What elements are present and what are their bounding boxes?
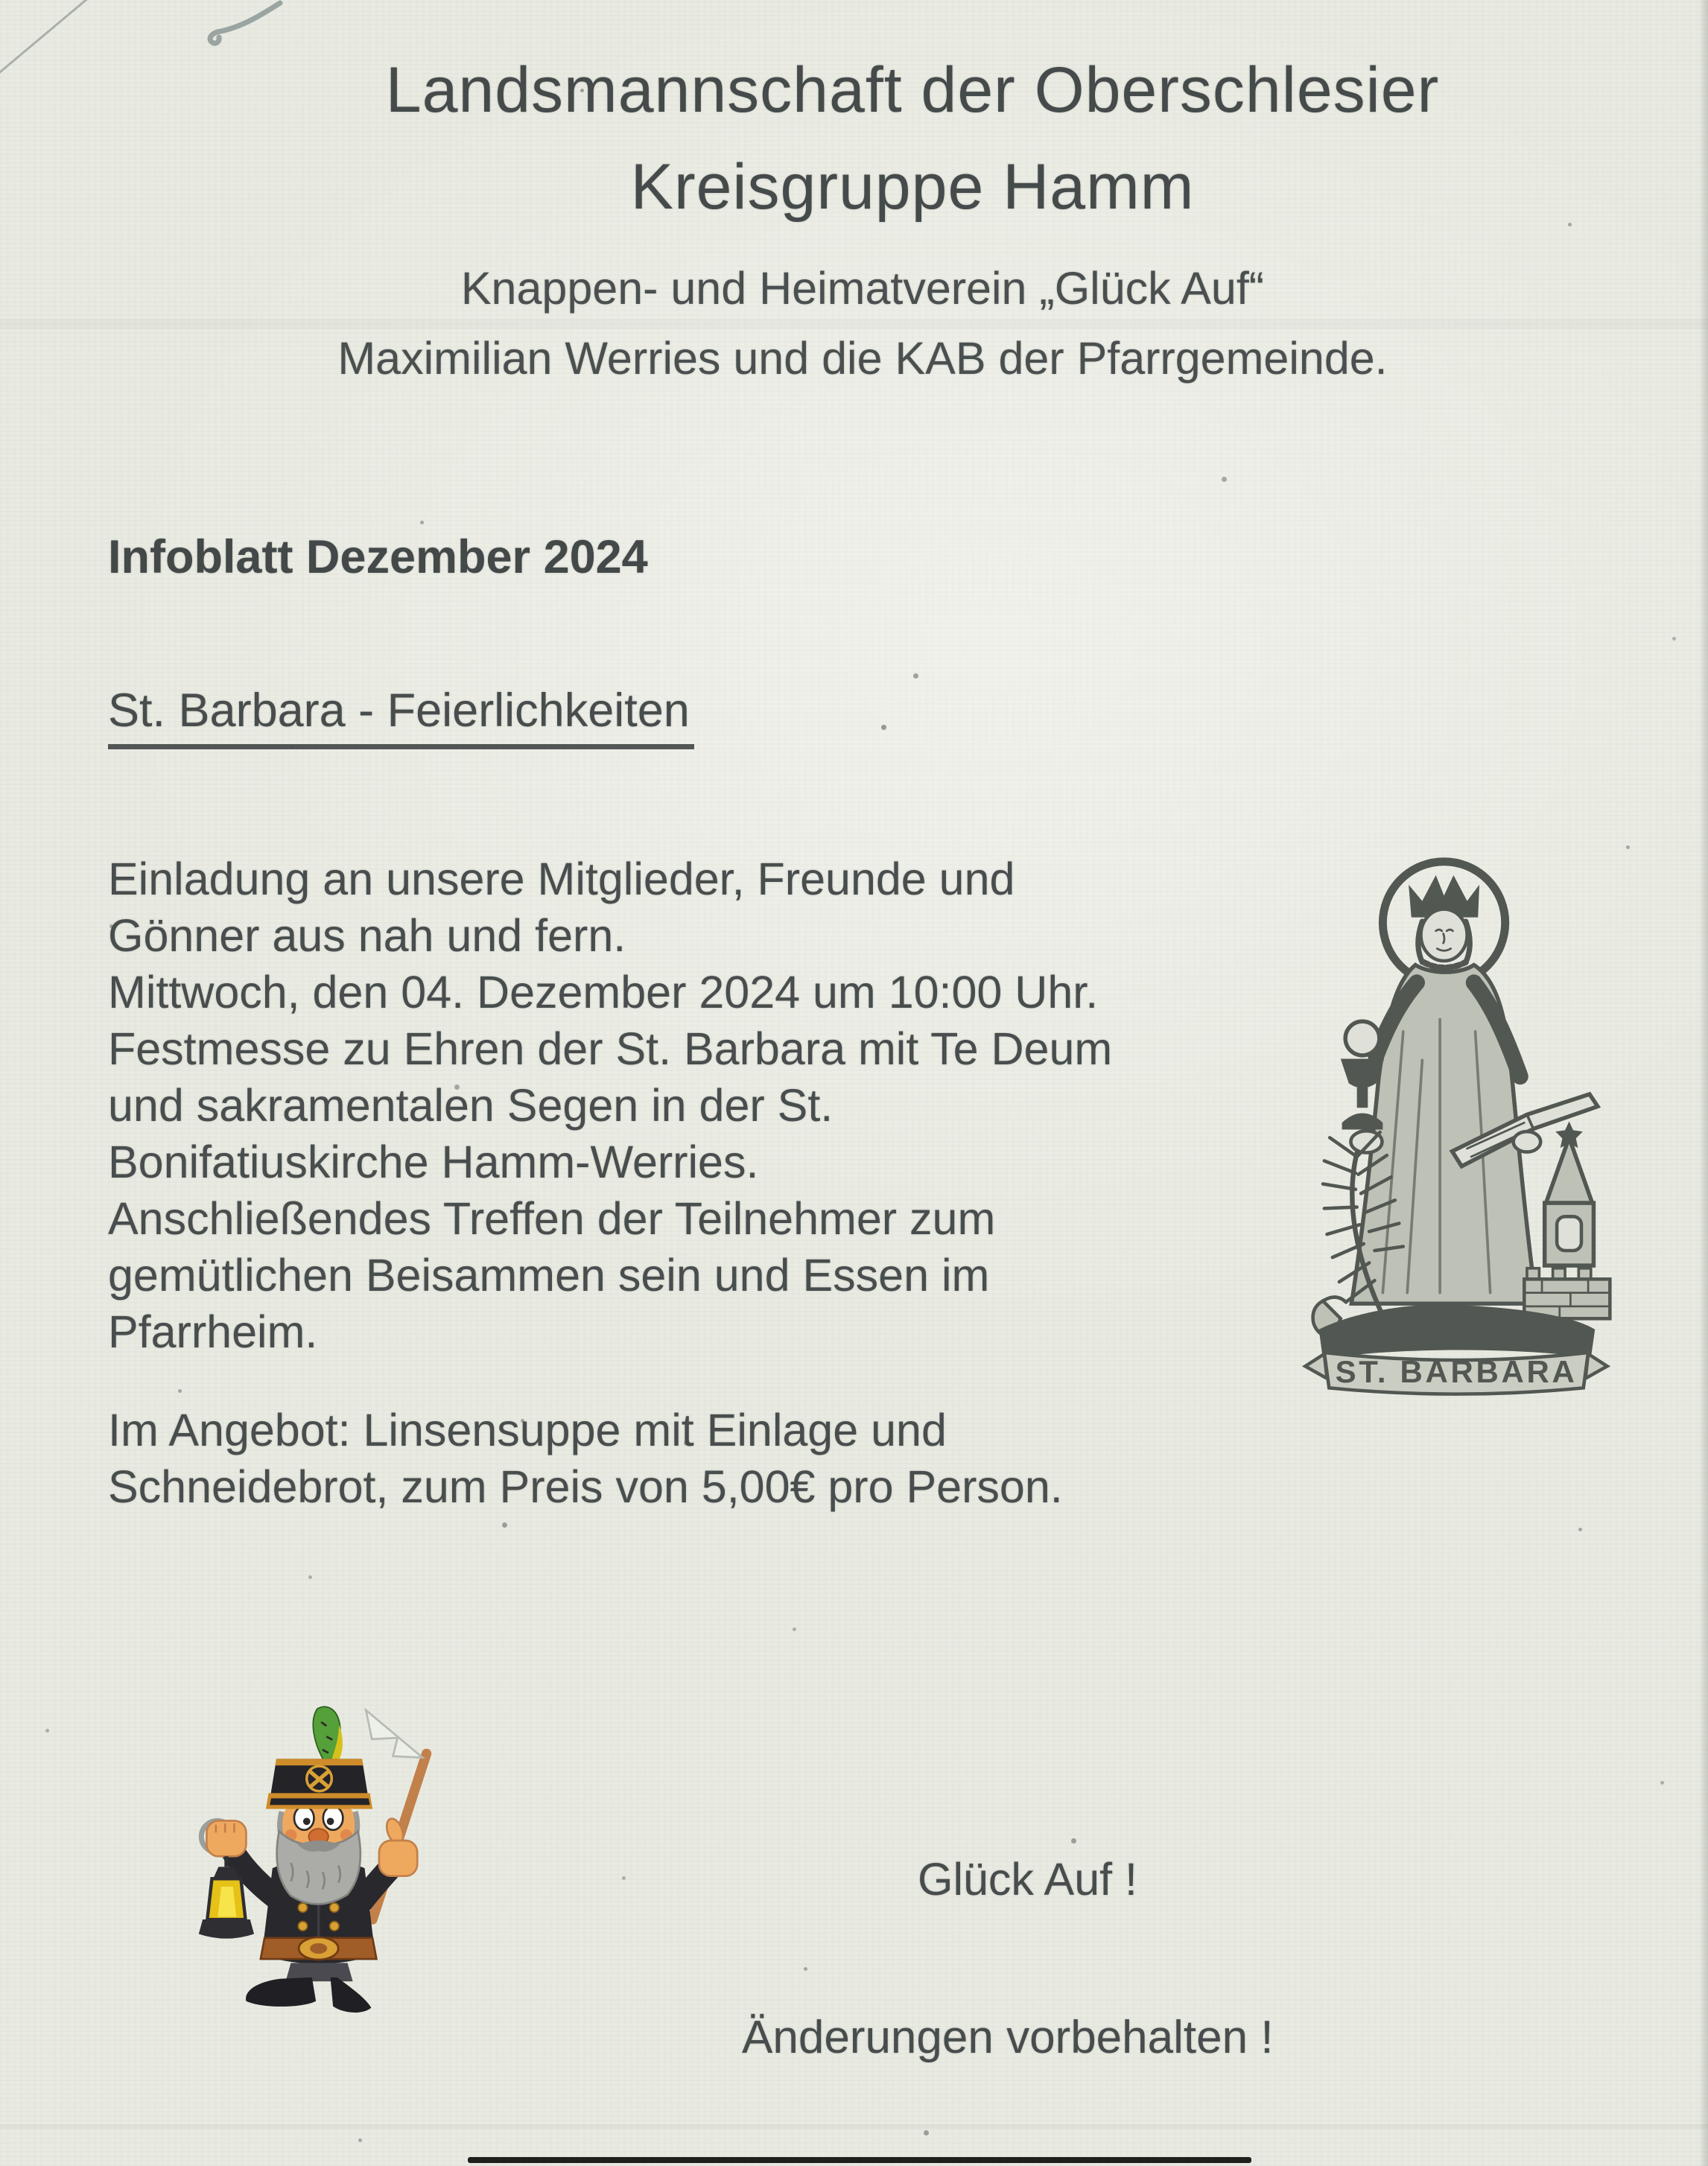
- org-title-line2: Kreisgruppe Hamm: [630, 151, 1195, 223]
- scan-specks: [0, 0, 2, 2]
- invitation-line: Festmesse zu Ehren der St. Barbara mit Te Deum: [108, 1023, 1113, 1074]
- org-subtitle-line1: Knappen- und Heimatverein „Glück Auf“: [460, 263, 1265, 314]
- scan-band: [0, 319, 1708, 329]
- invitation-line: Anschließendes Treffen der Teilnehmer zum: [108, 1193, 996, 1244]
- section-heading: St. Barbara - Feierlichkeiten: [108, 684, 694, 749]
- invitation-line: Bonifatiuskirche Hamm-Werries.: [108, 1137, 759, 1187]
- invitation-line: und sakramentalen Segen in der St.: [108, 1080, 834, 1131]
- invitation-line: gemütlichen Beisammen sein und Essen im: [108, 1250, 990, 1300]
- offer-line: Schneidebrot, zum Preis von 5,00€ pro Person.: [108, 1461, 1063, 1512]
- flag-icon: [366, 1710, 422, 1758]
- greeting-text: Glück Auf !: [918, 1854, 1137, 1905]
- disclaimer-text: Änderungen vorbehalten !: [742, 2012, 1274, 2063]
- offer-line: Im Angebot: Linsensuppe mit Einlage und: [108, 1405, 947, 1455]
- invitation-line: Gönner aus nah und fern.: [108, 910, 626, 961]
- org-subtitle-line2: Maximilian Werries und die KAB der Pfarrgemeinde.: [337, 333, 1388, 384]
- st-barbara-engraving: [1300, 833, 1613, 1410]
- scan-pen-mark: [200, 0, 283, 46]
- scan-band: [0, 2124, 1708, 2129]
- scan-bottom-line: [468, 2157, 1251, 2163]
- invitation-line: Einladung an unsere Mitglieder, Freunde und: [108, 854, 1015, 904]
- offer-paragraph: [108, 1402, 1063, 1515]
- org-title-line1: Landsmannschaft der Oberschlesier: [385, 54, 1440, 126]
- infoblatt-title: Infoblatt Dezember 2024: [108, 531, 648, 583]
- invitation-line: Mittwoch, den 04. Dezember 2024 um 10:00 Uhr.: [108, 967, 1099, 1017]
- invitation-paragraph: [108, 851, 1112, 1360]
- miner-mascot: [175, 1702, 458, 2019]
- st-barbara-banner-label: ST. BARBARA: [1335, 1354, 1578, 1390]
- invitation-line: Pfarrheim.: [108, 1306, 318, 1357]
